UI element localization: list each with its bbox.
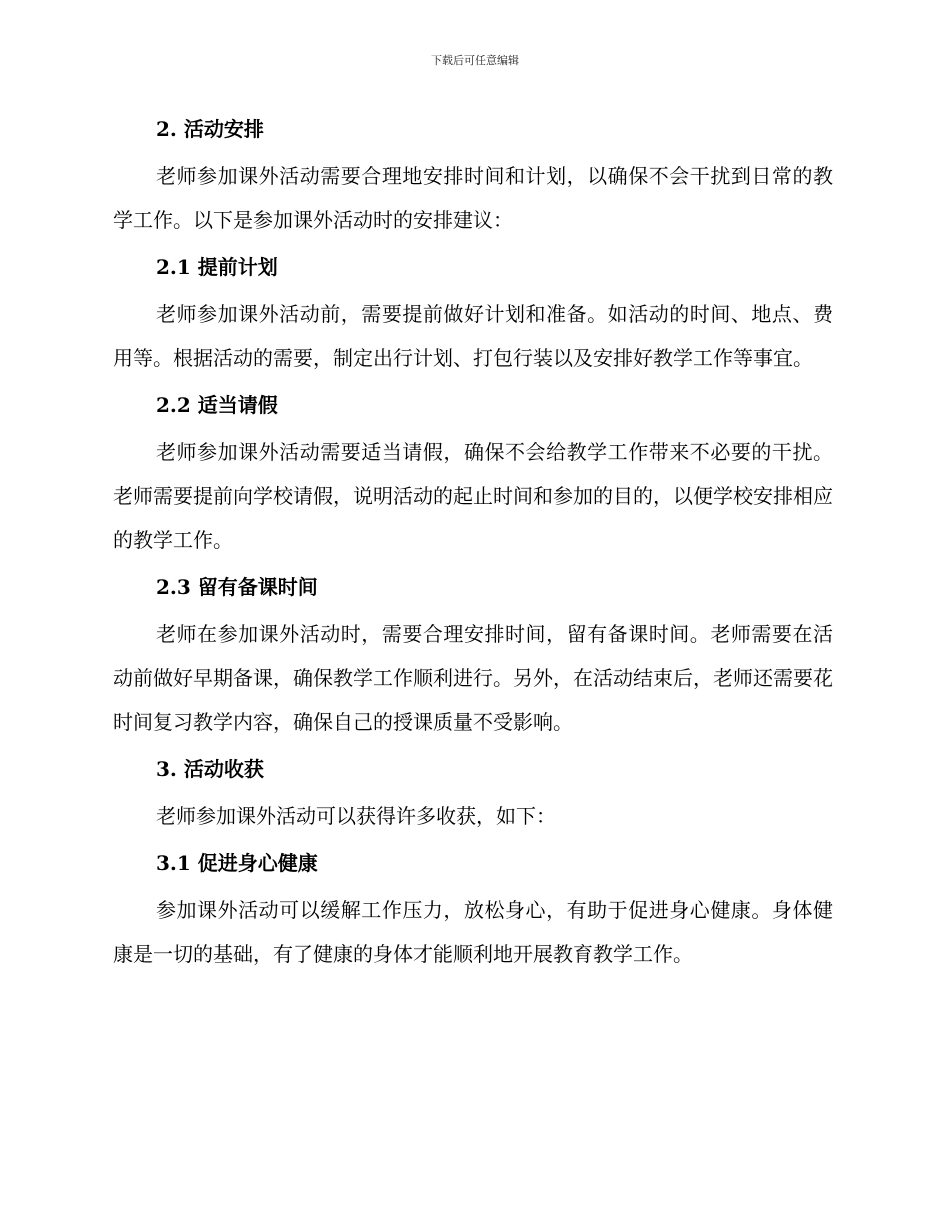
subsection-heading-request-leave: 2.2 适当请假	[156, 393, 278, 417]
paragraph-request-leave: 老师参加课外活动需要适当请假，确保不会给教学工作带来不必要的干扰。老师需要提前向学校请假，说明活动的起止时间和参加的目的，以便学校安排相应的教学工作。	[113, 440, 833, 552]
paragraph-advance-planning: 老师参加课外活动前，需要提前做好计划和准备。如活动的时间、地点、费用等。根据活动的需要，制定出行计划、打包行装以及安排好教学工作等事宜。	[113, 302, 833, 370]
paragraph-activity-arrangement: 老师参加课外活动需要合理地安排时间和计划，以确保不会干扰到日常的教学工作。以下是参加课外活动时的安排建议：	[113, 164, 833, 232]
subsection-heading-health: 3.1 促进身心健康	[156, 851, 318, 875]
paragraph-lesson-prep-time: 老师在参加课外活动时，需要合理安排时间，留有备课时间。老师需要在活动前做好早期备课，确保教学工作顺利进行。另外，在活动结束后，老师还需要花时间复习教学内容，确保自己的授课质量不受影响。	[113, 622, 833, 734]
page-header: 下载后可任意编辑	[431, 54, 519, 67]
subsection-heading-lesson-prep-time: 2.3 留有备课时间	[156, 575, 318, 599]
section-heading-activity-gains: 3. 活动收获	[156, 757, 264, 781]
paragraph-activity-gains: 老师参加课外活动可以获得许多收获，如下：	[156, 804, 556, 828]
section-heading-activity-arrangement: 2. 活动安排	[156, 117, 264, 141]
paragraph-health: 参加课外活动可以缓解工作压力，放松身心，有助于促进身心健康。身体健康是一切的基础，有了健康的身体才能顺利地开展教育教学工作。	[113, 898, 833, 966]
document-body	[113, 107, 833, 979]
subsection-heading-advance-planning: 2.1 提前计划	[156, 255, 278, 279]
